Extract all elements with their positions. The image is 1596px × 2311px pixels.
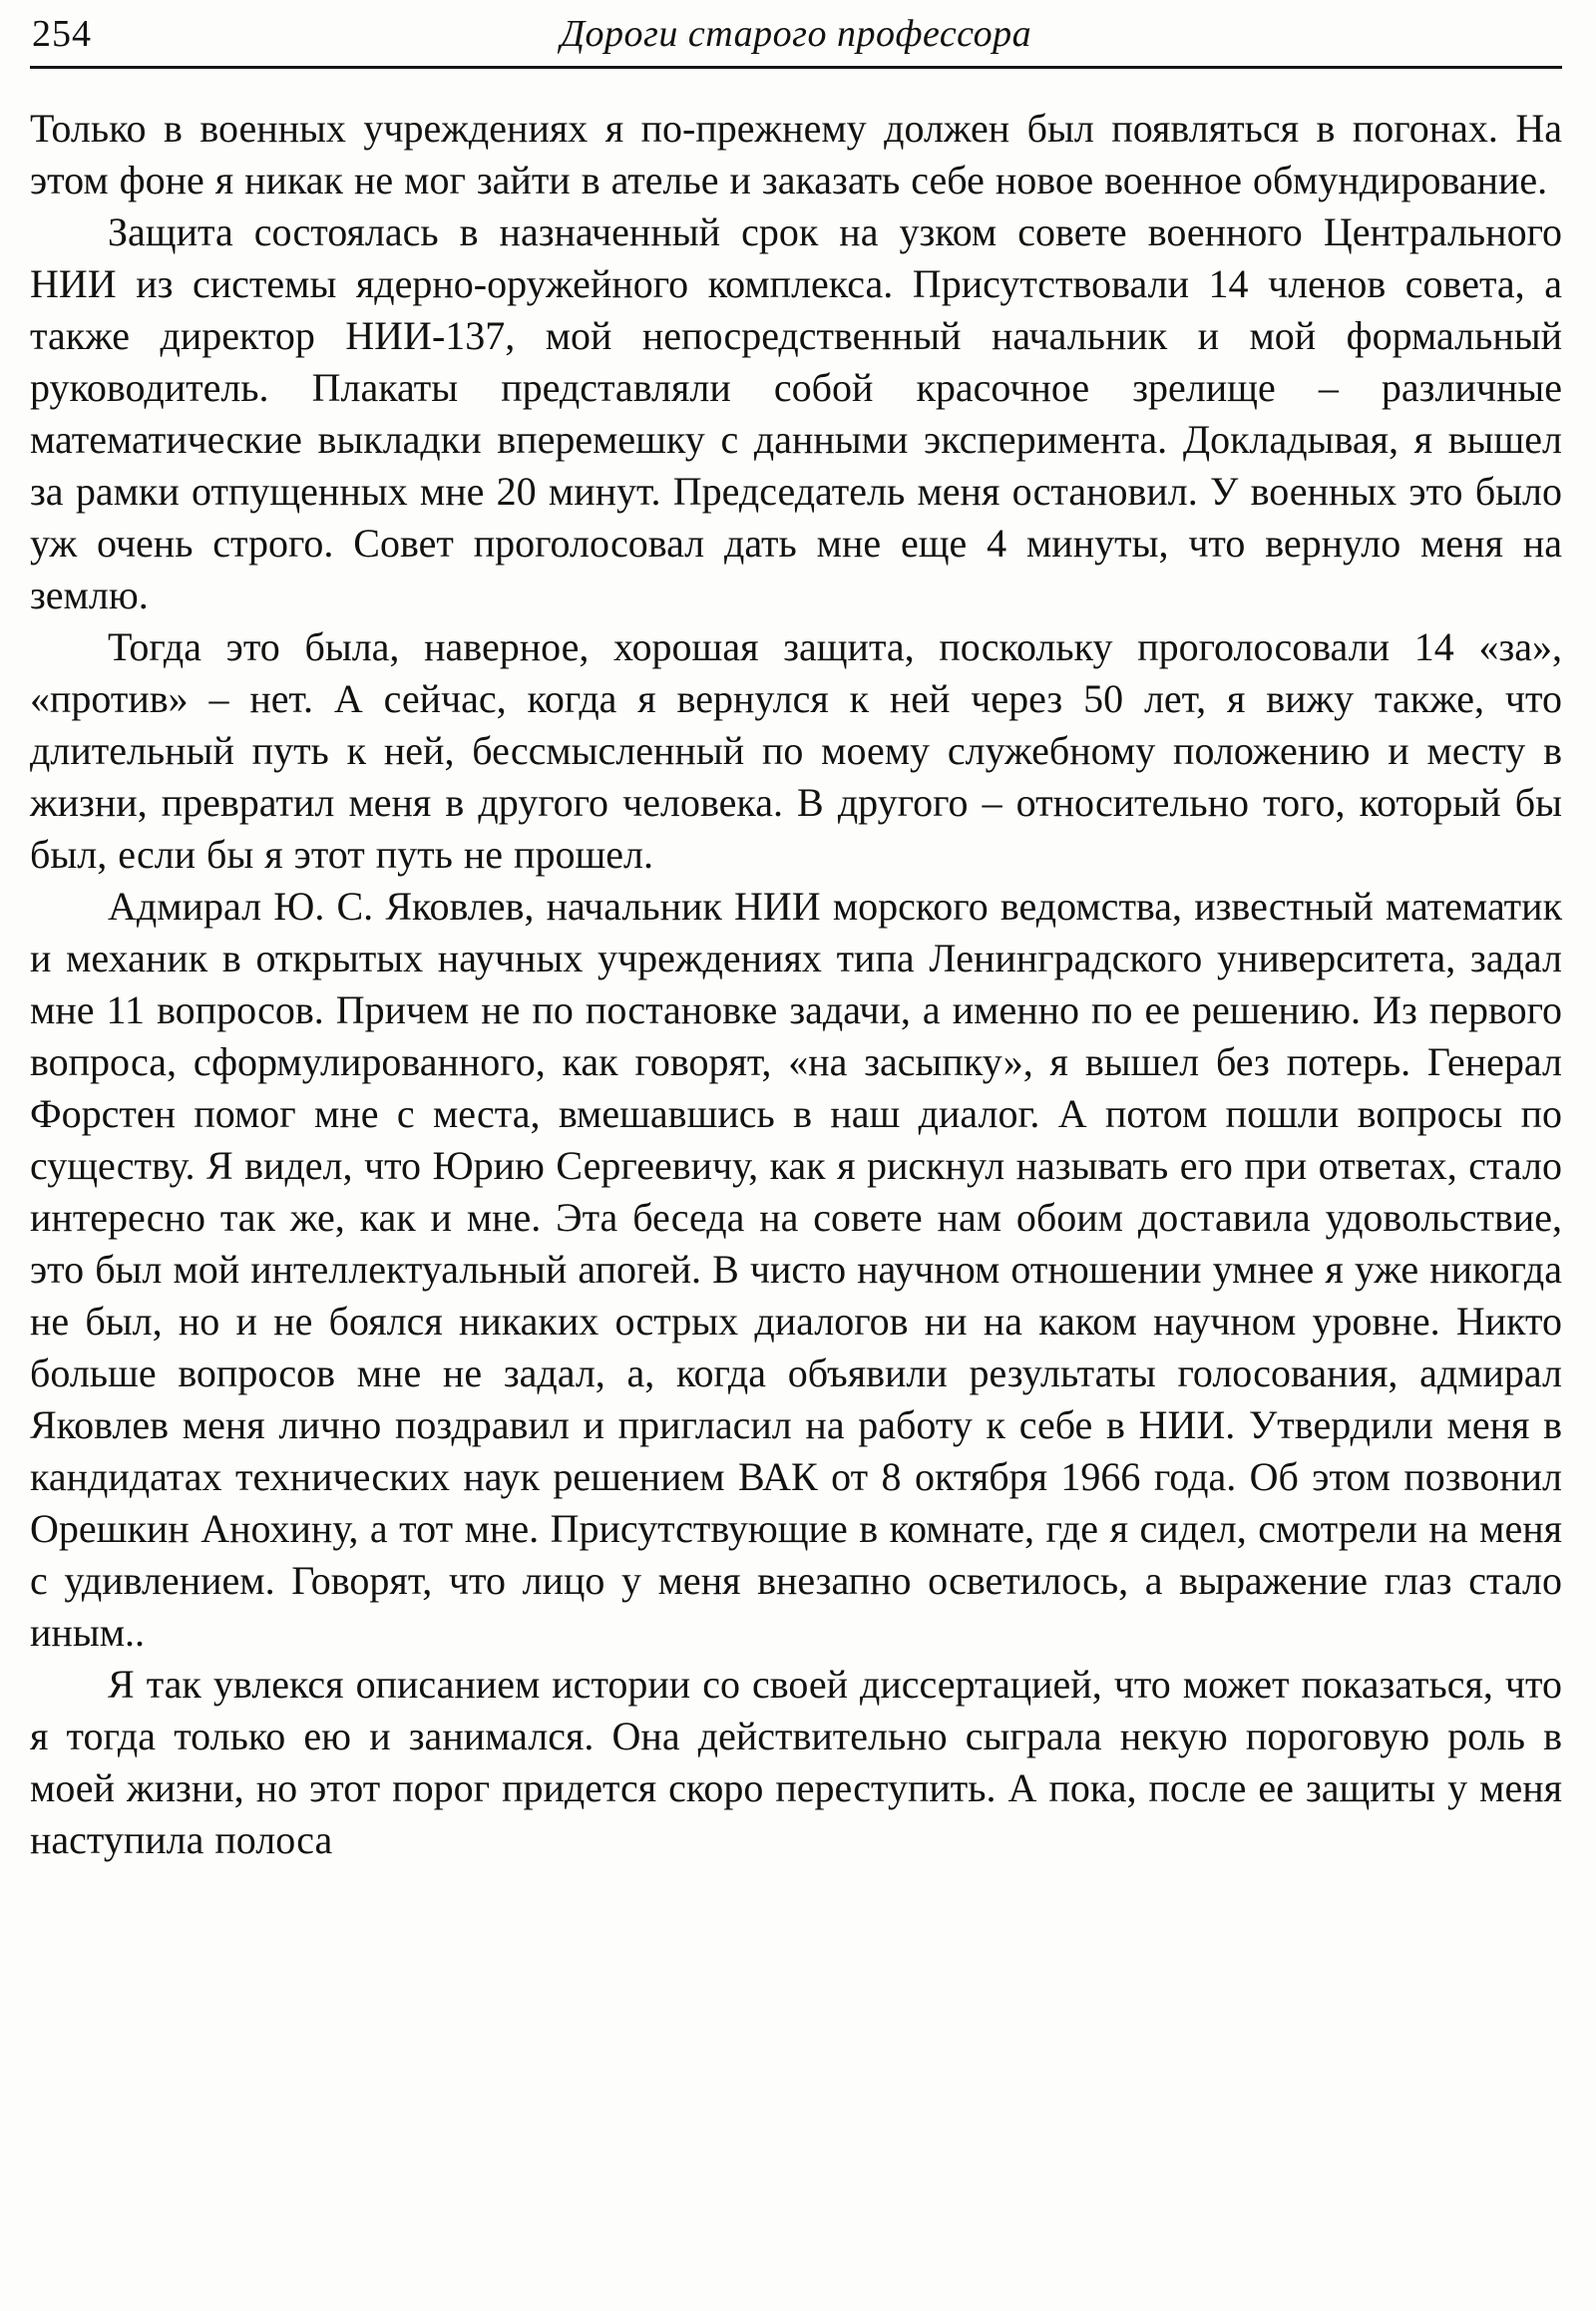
- running-title: Дороги старого профессора: [560, 13, 1032, 55]
- paragraph: Адмирал Ю. С. Яковлев, начальник НИИ морского ведомства, известный математик и механик в открытых научных учреждениях типа Ленинградского университета, задал мне 11 вопросов. Причем не по постановке задачи, а именно по ее решению. Из первого вопроса, сформулированного, как говорят, «на засыпку», я вышел без потерь. Генерал Форстен помог мне с места, вмешавшись в наш диалог. А потом пошли вопросы по существу. Я видел, что Юрию Сергеевичу, как я рискнул называть его при ответах, стало интересно так же, как и мне. Эта беседа на совете нам обоим доставила удовольствие, это был мой интеллектуальный апогей. В чисто научном отношении умнее я уже никогда не был, но и не боялся никаких острых диалогов ни на каком научном уровне. Никто больше вопросов мне не задал, а, когда объявили результаты голосования, адмирал Яковлев меня лично поздравил и пригласил на работу к себе в НИИ. Утвердили меня в кандидатах технических наук решением ВАК от 8 октября 1966 года. Об этом позвонил Орешкин Анохину, а тот мне. Присутствующие в комнате, где я сидел, смотрели на меня с удивлением. Говорят, что лицо у меня внезапно осветилось, а выражение глаз стало иным..: [30, 884, 1562, 1655]
- paragraph-continuation: Только в военных учреждениях я по-прежнему должен был появляться в погонах. На этом фоне я никак не мог зайти в ателье и заказать себе новое военное обмундирование.: [30, 106, 1562, 202]
- header-rule: [30, 66, 1562, 69]
- page-body: [30, 103, 1562, 1866]
- paragraph: Я так увлекся описанием истории со своей диссертацией, что может показаться, что я тогда только ею и занимался. Она действительно сыграла некую пороговую роль в моей жизни, но этот порог придется скоро переступить. А пока, после ее защиты у меня наступила полоса: [30, 1662, 1562, 1862]
- running-head: [30, 12, 1562, 60]
- paragraph: Тогда это была, наверное, хорошая защита, поскольку проголосовали 14 «за», «против» – нет. А сейчас, когда я вернулся к ней через 50 лет, я вижу также, что длительный путь к ней, бессмысленный по моему служебному положению и месту в жизни, превратил меня в другого человека. В другого – относительно того, который бы был, если бы я этот путь не прошел.: [30, 624, 1562, 877]
- paragraph: Защита состоялась в назначенный срок на узком совете военного Центрального НИИ из системы ядерно-оружейного комплекса. Присутствовали 14 членов совета, а также директор НИИ-137, мой непосредственный начальник и мой формальный руководитель. Плакаты представляли собой красочное зрелище – различные математические выкладки вперемешку с данными эксперимента. Докладывая, я вышел за рамки отпущенных мне 20 минут. Председатель меня остановил. У военных это было уж очень строго. Совет проголосовал дать мне еще 4 минуты, что вернуло меня на землю.: [30, 209, 1562, 617]
- page-number: 254: [32, 13, 92, 55]
